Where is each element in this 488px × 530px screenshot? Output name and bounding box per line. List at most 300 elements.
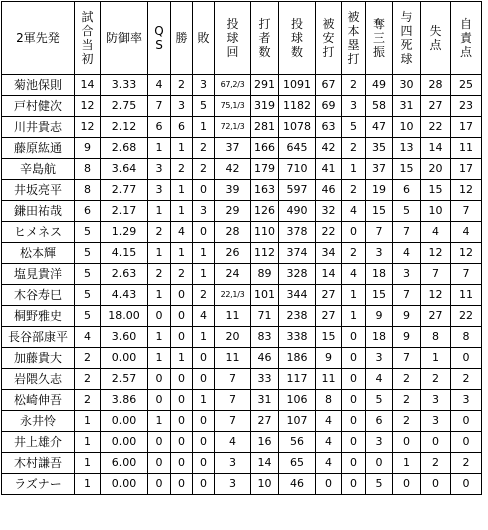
column-header-label: 投球数 bbox=[291, 17, 304, 59]
table-cell: 4 bbox=[451, 222, 482, 243]
table-cell: 378 bbox=[279, 222, 316, 243]
table-cell: 6.00 bbox=[101, 453, 148, 474]
table-cell: 63 bbox=[316, 117, 342, 138]
table-cell: 328 bbox=[279, 264, 316, 285]
table-row bbox=[2, 348, 482, 369]
table-cell: 10 bbox=[251, 474, 279, 495]
table-cell: 1 bbox=[148, 327, 171, 348]
table-cell: 2 bbox=[342, 180, 366, 201]
table-cell: 8 bbox=[75, 180, 101, 201]
table-cell: 338 bbox=[279, 327, 316, 348]
table-cell: 14 bbox=[316, 264, 342, 285]
table-cell: 4 bbox=[148, 75, 171, 96]
table-cell: 0 bbox=[193, 411, 215, 432]
table-cell: 6 bbox=[393, 180, 421, 201]
table-cell: 14 bbox=[421, 138, 451, 159]
pitcher-name-cell: 井坂亮平 bbox=[2, 180, 75, 201]
pitcher-name-cell: 岩隈久志 bbox=[2, 369, 75, 390]
table-cell: 1 bbox=[193, 264, 215, 285]
table-cell: 0 bbox=[171, 474, 193, 495]
column-header-label: 被安打 bbox=[322, 17, 335, 59]
table-cell: 83 bbox=[251, 327, 279, 348]
table-cell: 7 bbox=[215, 369, 251, 390]
table-cell: 15 bbox=[366, 201, 393, 222]
table-cell: 69 bbox=[316, 96, 342, 117]
table-cell: 37 bbox=[366, 159, 393, 180]
table-cell: 344 bbox=[279, 285, 316, 306]
table-row bbox=[2, 117, 482, 138]
table-cell: 1 bbox=[148, 243, 171, 264]
table-cell: 12 bbox=[451, 180, 482, 201]
table-cell: 14 bbox=[251, 453, 279, 474]
table-cell: 18 bbox=[366, 327, 393, 348]
table-cell: 3.86 bbox=[101, 390, 148, 411]
table-cell: 0 bbox=[451, 432, 482, 453]
table-cell: 1 bbox=[193, 327, 215, 348]
table-cell: 2.77 bbox=[101, 180, 148, 201]
table-cell: 0 bbox=[193, 348, 215, 369]
pitcher-name-cell: ヒメネス bbox=[2, 222, 75, 243]
table-cell: 3.33 bbox=[101, 75, 148, 96]
table-cell: 107 bbox=[279, 411, 316, 432]
column-header-label: 奪三振 bbox=[373, 17, 386, 59]
table-cell: 0 bbox=[421, 432, 451, 453]
table-cell: 2.75 bbox=[101, 96, 148, 117]
table-cell: 0 bbox=[342, 453, 366, 474]
table-cell: 2 bbox=[148, 264, 171, 285]
pitcher-name-cell: 長谷部康平 bbox=[2, 327, 75, 348]
table-cell: 2 bbox=[75, 369, 101, 390]
table-cell: 0 bbox=[421, 474, 451, 495]
table-cell: 3 bbox=[451, 390, 482, 411]
table-cell: 0 bbox=[366, 453, 393, 474]
table-cell: 0 bbox=[193, 432, 215, 453]
table-cell: 42 bbox=[215, 159, 251, 180]
table-cell: 5 bbox=[342, 117, 366, 138]
table-cell: 71 bbox=[251, 306, 279, 327]
table-cell: 4 bbox=[342, 201, 366, 222]
table-row bbox=[2, 432, 482, 453]
table-cell: 18.00 bbox=[101, 306, 148, 327]
table-cell: 4 bbox=[171, 222, 193, 243]
table-cell: 7 bbox=[393, 222, 421, 243]
table-cell: 291 bbox=[251, 75, 279, 96]
table-row bbox=[2, 411, 482, 432]
pitcher-name-cell: 戸村健次 bbox=[2, 96, 75, 117]
column-header bbox=[366, 2, 393, 75]
table-cell: 5 bbox=[75, 306, 101, 327]
table-cell: 46 bbox=[279, 474, 316, 495]
table-cell: 0 bbox=[148, 390, 171, 411]
table-cell: 0 bbox=[342, 348, 366, 369]
table-cell: 0 bbox=[316, 474, 342, 495]
table-cell: 89 bbox=[251, 264, 279, 285]
table-cell: 3.60 bbox=[101, 327, 148, 348]
table-cell: 2 bbox=[342, 75, 366, 96]
table-cell: 1 bbox=[342, 306, 366, 327]
table-cell: 1 bbox=[171, 243, 193, 264]
column-header-label: 投球回 bbox=[226, 17, 239, 59]
column-header bbox=[148, 2, 171, 75]
table-cell: 0 bbox=[342, 432, 366, 453]
column-header bbox=[451, 2, 482, 75]
table-cell: 0 bbox=[342, 369, 366, 390]
table-cell: 14 bbox=[75, 75, 101, 96]
table-row bbox=[2, 96, 482, 117]
table-cell: 1 bbox=[193, 243, 215, 264]
table-cell: 9 bbox=[316, 348, 342, 369]
table-cell: 2 bbox=[393, 369, 421, 390]
table-cell: 0 bbox=[171, 369, 193, 390]
table-row bbox=[2, 474, 482, 495]
table-cell: 9 bbox=[366, 306, 393, 327]
table-cell: 31 bbox=[251, 390, 279, 411]
table-cell: 2 bbox=[171, 75, 193, 96]
table-cell: 0 bbox=[393, 432, 421, 453]
table-cell: 179 bbox=[251, 159, 279, 180]
table-cell: 0 bbox=[171, 306, 193, 327]
table-cell: 7 bbox=[421, 264, 451, 285]
table-row bbox=[2, 180, 482, 201]
table-cell: 65 bbox=[279, 453, 316, 474]
column-header: 2軍先発 bbox=[2, 2, 75, 75]
table-cell: 22,1/3 bbox=[215, 285, 251, 306]
pitcher-name-cell: 川井貴志 bbox=[2, 117, 75, 138]
table-cell: 6 bbox=[366, 411, 393, 432]
table-cell: 27 bbox=[316, 285, 342, 306]
table-cell: 2.63 bbox=[101, 264, 148, 285]
table-row bbox=[2, 306, 482, 327]
table-cell: 490 bbox=[279, 201, 316, 222]
table-cell: 33 bbox=[251, 369, 279, 390]
table-cell: 0 bbox=[342, 390, 366, 411]
column-header-label: 与四死球 bbox=[400, 10, 413, 66]
table-cell: 0 bbox=[148, 369, 171, 390]
table-cell: 1 bbox=[171, 180, 193, 201]
table-cell: 110 bbox=[251, 222, 279, 243]
table-cell: 25 bbox=[451, 75, 482, 96]
table-cell: 101 bbox=[251, 285, 279, 306]
table-cell: 2 bbox=[342, 243, 366, 264]
table-cell: 10 bbox=[421, 201, 451, 222]
table-cell: 4 bbox=[75, 327, 101, 348]
table-cell: 2 bbox=[421, 369, 451, 390]
table-cell: 29 bbox=[215, 201, 251, 222]
table-cell: 4 bbox=[421, 222, 451, 243]
table-row bbox=[2, 138, 482, 159]
table-cell: 49 bbox=[366, 75, 393, 96]
column-header bbox=[215, 2, 251, 75]
table-cell: 0 bbox=[171, 432, 193, 453]
stats-table-container bbox=[1, 1, 482, 495]
column-header: 防御率 bbox=[101, 2, 148, 75]
table-cell: 0 bbox=[342, 327, 366, 348]
table-cell: 27 bbox=[316, 306, 342, 327]
table-cell: 0 bbox=[193, 369, 215, 390]
table-cell: 1 bbox=[171, 138, 193, 159]
table-cell: 3 bbox=[421, 411, 451, 432]
table-cell: 18 bbox=[366, 264, 393, 285]
table-cell: 5 bbox=[75, 222, 101, 243]
table-cell: 42 bbox=[316, 138, 342, 159]
table-cell: 5 bbox=[75, 264, 101, 285]
table-cell: 1 bbox=[193, 117, 215, 138]
table-cell: 2.57 bbox=[101, 369, 148, 390]
table-cell: 0.00 bbox=[101, 432, 148, 453]
table-cell: 46 bbox=[251, 348, 279, 369]
column-header bbox=[251, 2, 279, 75]
table-cell: 126 bbox=[251, 201, 279, 222]
table-cell: 2.68 bbox=[101, 138, 148, 159]
table-cell: 2 bbox=[75, 348, 101, 369]
table-cell: 47 bbox=[366, 117, 393, 138]
table-cell: 186 bbox=[279, 348, 316, 369]
table-cell: 1 bbox=[171, 201, 193, 222]
table-row bbox=[2, 75, 482, 96]
table-cell: 2 bbox=[393, 390, 421, 411]
table-cell: 281 bbox=[251, 117, 279, 138]
table-cell: 4 bbox=[316, 453, 342, 474]
table-cell: 4 bbox=[316, 411, 342, 432]
table-cell: 7 bbox=[393, 348, 421, 369]
pitching-stats-table bbox=[1, 1, 482, 495]
table-cell: 2 bbox=[193, 159, 215, 180]
column-header bbox=[75, 2, 101, 75]
table-cell: 32 bbox=[316, 201, 342, 222]
pitcher-name-cell: 永井怜 bbox=[2, 411, 75, 432]
table-cell: 8 bbox=[316, 390, 342, 411]
table-cell: 1 bbox=[75, 453, 101, 474]
table-cell: 6 bbox=[148, 117, 171, 138]
table-cell: 0 bbox=[342, 411, 366, 432]
table-cell: 1 bbox=[148, 138, 171, 159]
table-cell: 6 bbox=[75, 201, 101, 222]
table-row bbox=[2, 159, 482, 180]
table-cell: 0 bbox=[148, 474, 171, 495]
table-cell: 28 bbox=[215, 222, 251, 243]
table-cell: 3 bbox=[421, 390, 451, 411]
table-cell: 1 bbox=[171, 348, 193, 369]
table-cell: 1078 bbox=[279, 117, 316, 138]
table-cell: 2 bbox=[75, 390, 101, 411]
table-cell: 0.00 bbox=[101, 348, 148, 369]
table-cell: 46 bbox=[316, 180, 342, 201]
table-cell: 0 bbox=[193, 474, 215, 495]
table-cell: 15 bbox=[366, 285, 393, 306]
pitcher-name-cell: 菊池保則 bbox=[2, 75, 75, 96]
table-cell: 0 bbox=[342, 474, 366, 495]
table-cell: 0 bbox=[393, 474, 421, 495]
table-cell: 31 bbox=[393, 96, 421, 117]
table-cell: 72,1/3 bbox=[215, 117, 251, 138]
pitcher-name-cell: 鎌田祐哉 bbox=[2, 201, 75, 222]
table-cell: 7 bbox=[451, 264, 482, 285]
pitcher-name-cell: ラズナー bbox=[2, 474, 75, 495]
table-cell: 4.43 bbox=[101, 285, 148, 306]
pitcher-name-cell: 加藤貴大 bbox=[2, 348, 75, 369]
table-cell: 10 bbox=[393, 117, 421, 138]
table-cell: 5 bbox=[366, 390, 393, 411]
table-cell: 3.64 bbox=[101, 159, 148, 180]
table-row bbox=[2, 201, 482, 222]
table-cell: 112 bbox=[251, 243, 279, 264]
pitcher-name-cell: 松本輝 bbox=[2, 243, 75, 264]
table-cell: 39 bbox=[215, 180, 251, 201]
pitcher-name-cell: 松崎伸吾 bbox=[2, 390, 75, 411]
table-cell: 67 bbox=[316, 75, 342, 96]
table-cell: 0 bbox=[171, 390, 193, 411]
table-cell: 12 bbox=[75, 96, 101, 117]
table-cell: 2 bbox=[393, 411, 421, 432]
table-row bbox=[2, 327, 482, 348]
table-cell: 28 bbox=[421, 75, 451, 96]
table-cell: 2 bbox=[171, 159, 193, 180]
table-cell: 0 bbox=[148, 432, 171, 453]
table-cell: 11 bbox=[451, 138, 482, 159]
table-cell: 2 bbox=[148, 222, 171, 243]
column-header-label: 試合当初 bbox=[81, 10, 94, 66]
table-cell: 30 bbox=[393, 75, 421, 96]
table-cell: 15 bbox=[393, 159, 421, 180]
table-cell: 19 bbox=[366, 180, 393, 201]
column-header bbox=[421, 2, 451, 75]
table-cell: 4.15 bbox=[101, 243, 148, 264]
table-cell: 1 bbox=[342, 159, 366, 180]
table-cell: 20 bbox=[215, 327, 251, 348]
table-cell: 1091 bbox=[279, 75, 316, 96]
table-cell: 1 bbox=[75, 432, 101, 453]
table-cell: 23 bbox=[451, 96, 482, 117]
table-cell: 7 bbox=[215, 411, 251, 432]
table-cell: 7 bbox=[366, 222, 393, 243]
pitcher-name-cell: 井上雄介 bbox=[2, 432, 75, 453]
table-cell: 17 bbox=[451, 117, 482, 138]
table-cell: 12 bbox=[75, 117, 101, 138]
table-cell: 166 bbox=[251, 138, 279, 159]
table-cell: 597 bbox=[279, 180, 316, 201]
table-cell: 2 bbox=[171, 264, 193, 285]
column-header-label: 被本塁打 bbox=[347, 10, 360, 66]
table-cell: 2 bbox=[451, 453, 482, 474]
pitcher-name-cell: 木村謙吾 bbox=[2, 453, 75, 474]
table-cell: 3 bbox=[193, 75, 215, 96]
pitcher-name-cell: 藤原紘通 bbox=[2, 138, 75, 159]
table-cell: 4 bbox=[342, 264, 366, 285]
table-row bbox=[2, 390, 482, 411]
table-cell: 3 bbox=[366, 243, 393, 264]
table-cell: 1 bbox=[421, 348, 451, 369]
table-body bbox=[2, 75, 482, 495]
table-cell: 3 bbox=[393, 264, 421, 285]
table-cell: 35 bbox=[366, 138, 393, 159]
table-cell: 8 bbox=[75, 159, 101, 180]
table-cell: 0 bbox=[193, 222, 215, 243]
table-cell: 15 bbox=[421, 180, 451, 201]
header-row bbox=[2, 2, 482, 75]
table-cell: 3 bbox=[193, 201, 215, 222]
table-row bbox=[2, 264, 482, 285]
table-cell: 16 bbox=[251, 432, 279, 453]
column-header bbox=[279, 2, 316, 75]
table-cell: 11 bbox=[215, 306, 251, 327]
table-cell: 1 bbox=[393, 453, 421, 474]
column-header: 勝 bbox=[171, 2, 193, 75]
table-cell: 27 bbox=[251, 411, 279, 432]
table-cell: 4 bbox=[316, 432, 342, 453]
table-cell: 2 bbox=[193, 138, 215, 159]
table-cell: 238 bbox=[279, 306, 316, 327]
table-cell: 37 bbox=[215, 138, 251, 159]
table-cell: 0 bbox=[451, 348, 482, 369]
table-cell: 12 bbox=[421, 243, 451, 264]
column-header-label: 自責点 bbox=[460, 17, 473, 59]
table-cell: 2 bbox=[421, 453, 451, 474]
table-cell: 5 bbox=[75, 243, 101, 264]
table-cell: 4 bbox=[215, 432, 251, 453]
table-cell: 2 bbox=[451, 369, 482, 390]
pitcher-name-cell: 辛島航 bbox=[2, 159, 75, 180]
table-cell: 0 bbox=[171, 285, 193, 306]
table-cell: 3 bbox=[171, 96, 193, 117]
table-cell: 22 bbox=[451, 306, 482, 327]
table-cell: 56 bbox=[279, 432, 316, 453]
pitcher-name-cell: 桐野雅史 bbox=[2, 306, 75, 327]
table-cell: 22 bbox=[316, 222, 342, 243]
column-header bbox=[342, 2, 366, 75]
column-header bbox=[393, 2, 421, 75]
table-cell: 0 bbox=[148, 453, 171, 474]
table-cell: 24 bbox=[215, 264, 251, 285]
table-cell: 11 bbox=[316, 369, 342, 390]
table-cell: 645 bbox=[279, 138, 316, 159]
table-cell: 0 bbox=[342, 222, 366, 243]
table-cell: 3 bbox=[366, 348, 393, 369]
table-cell: 7 bbox=[451, 201, 482, 222]
table-cell: 2 bbox=[342, 138, 366, 159]
table-cell: 4 bbox=[193, 306, 215, 327]
table-cell: 3 bbox=[215, 474, 251, 495]
table-row bbox=[2, 369, 482, 390]
table-cell: 5 bbox=[366, 474, 393, 495]
table-cell: 8 bbox=[421, 327, 451, 348]
table-cell: 0 bbox=[451, 474, 482, 495]
table-cell: 7 bbox=[148, 96, 171, 117]
column-header-label: 打者数 bbox=[258, 17, 271, 59]
table-cell: 117 bbox=[279, 369, 316, 390]
table-cell: 27 bbox=[421, 306, 451, 327]
table-cell: 1 bbox=[342, 285, 366, 306]
table-cell: 2.17 bbox=[101, 201, 148, 222]
table-cell: 58 bbox=[366, 96, 393, 117]
column-header-label: 失点 bbox=[429, 24, 442, 52]
table-cell: 12 bbox=[421, 285, 451, 306]
column-header-label: QS bbox=[154, 24, 164, 52]
table-cell: 1 bbox=[75, 474, 101, 495]
table-cell: 1 bbox=[193, 390, 215, 411]
table-cell: 710 bbox=[279, 159, 316, 180]
table-cell: 41 bbox=[316, 159, 342, 180]
table-row bbox=[2, 243, 482, 264]
table-cell: 26 bbox=[215, 243, 251, 264]
table-cell: 374 bbox=[279, 243, 316, 264]
table-cell: 1 bbox=[148, 285, 171, 306]
table-cell: 4 bbox=[393, 243, 421, 264]
table-cell: 0.00 bbox=[101, 411, 148, 432]
table-cell: 1 bbox=[148, 348, 171, 369]
table-cell: 1 bbox=[148, 411, 171, 432]
table-cell: 3 bbox=[342, 96, 366, 117]
table-cell: 0 bbox=[171, 327, 193, 348]
